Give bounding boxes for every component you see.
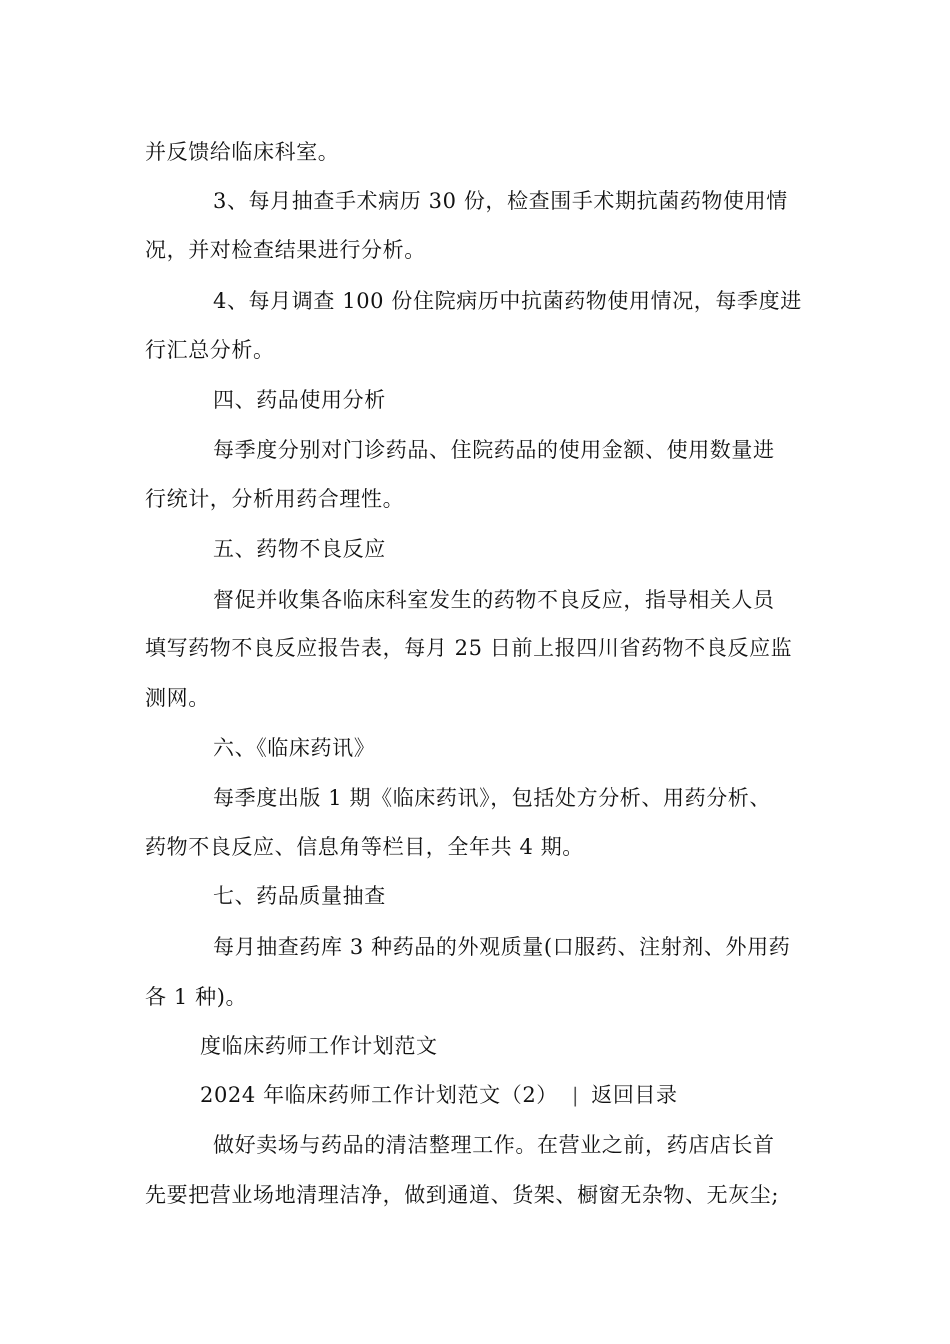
back-to-contents-link[interactable]: 返回目录 [591,1083,678,1107]
paragraph-line: 药物不良反应、信息角等栏目，全年共 4 期。 [145,835,584,859]
paragraph-line: 行统计，分析用药合理性。 [145,487,405,511]
paragraph-line: 并反馈给临床科室。 [145,140,340,164]
paragraph-line: 各 1 种)。 [145,985,248,1009]
section-heading: 六、《临床药讯》 [213,736,376,760]
section-heading: 七、药品质量抽查 [213,884,386,908]
paragraph-line: 行汇总分析。 [145,338,275,362]
paragraph-line: 测网。 [145,686,210,710]
paragraph-line: 每季度分别对门诊药品、住院药品的使用金额、使用数量进 [213,438,775,462]
nav-separator: | [571,1083,580,1107]
nav-title-line [200,1081,678,1109]
paragraph-line: 先要把营业场地清理洁净，做到通道、货架、橱窗无杂物、无灰尘; [145,1183,780,1207]
paragraph-line: 况，并对检查结果进行分析。 [145,238,426,262]
paragraph-line: 督促并收集各临床科室发生的药物不良反应，指导相关人员 [213,588,775,612]
section-heading: 四、药品使用分析 [213,388,386,412]
paragraph-line: 做好卖场与药品的清洁整理工作。在营业之前，药店店长首 [213,1133,775,1157]
paragraph-line: 填写药物不良反应报告表，每月 25 日前上报四川省药物不良反应监 [145,636,793,660]
paragraph-line: 3、每月抽查手术病历 30 份，检查围手术期抗菌药物使用情 [213,189,788,213]
paragraph-line: 4、每月调查 100 份住院病历中抗菌药物使用情况，每季度进 [213,289,802,313]
paragraph-line: 每月抽查药库 3 种药品的外观质量(口服药、注射剂、外用药 [213,935,791,959]
section-heading: 五、药物不良反应 [213,537,386,561]
nav-title: 2024 年临床药师工作计划范文（2） [200,1083,558,1107]
document-subtitle: 度临床药师工作计划范文 [200,1034,438,1058]
paragraph-line: 每季度出版 1 期《临床药讯》，包括处方分析、用药分析、 [213,786,772,810]
